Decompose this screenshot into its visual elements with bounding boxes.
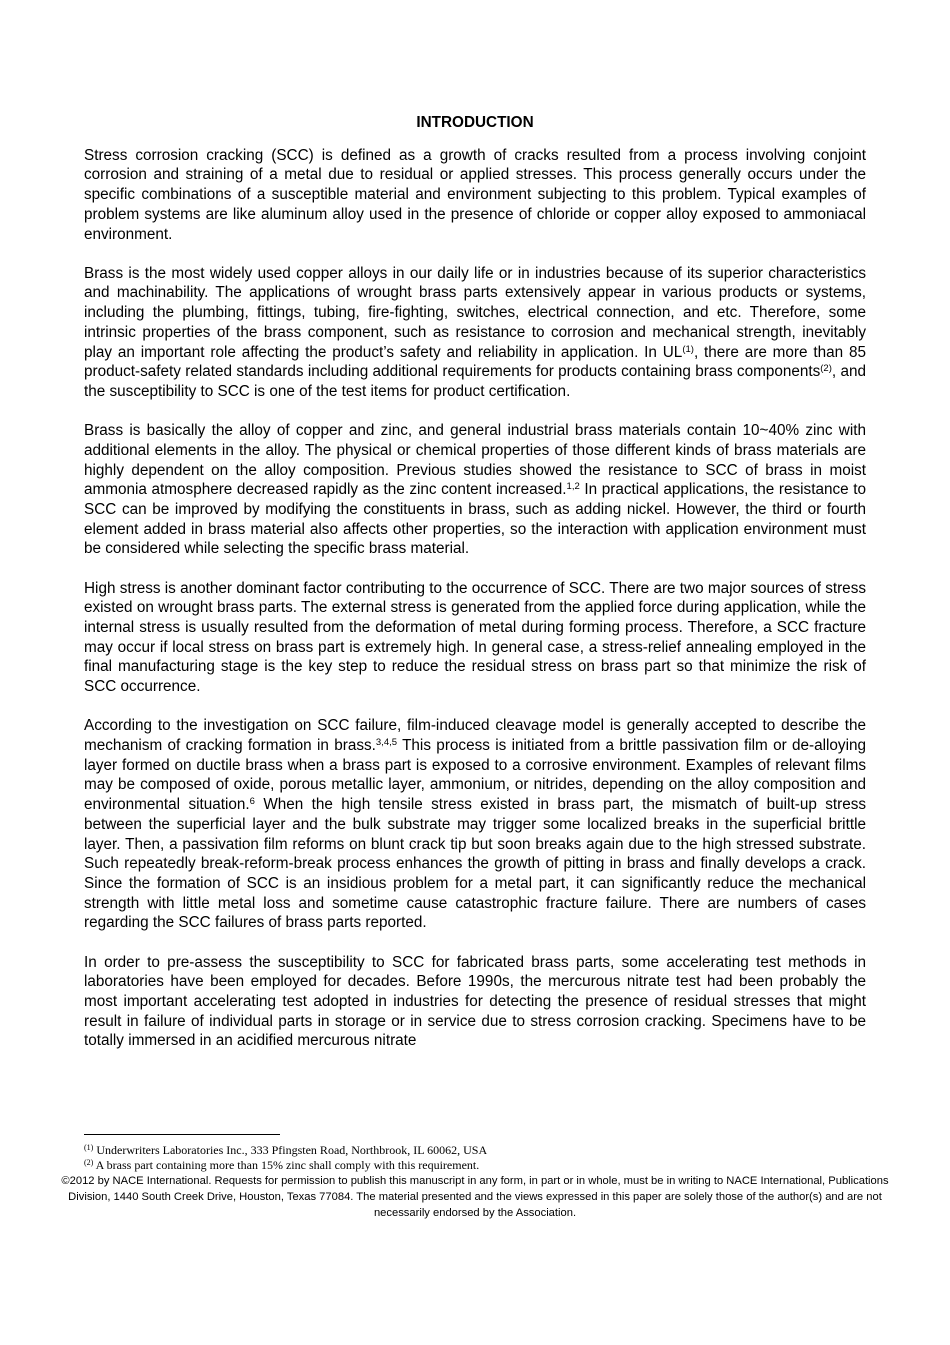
paragraph-text: Brass is basically the alloy of copper and zinc, and general industrial brass materials contain 10~40% zinc with additional elements in the alloy. The physical or chemical properties of those different kinds of brass materials are highly dependent on the alloy composition. Previous studies showed the resistance to SCC of brass in moist ammonia atmosphere decreased rapidly as the zinc content increased. xyxy=(84,422,866,499)
footnote-text: Underwriters Laboratories Inc., 333 Pfingsten Road, Northbrook, IL 60062, USA xyxy=(93,1143,488,1157)
paragraph-1 xyxy=(84,146,866,245)
paragraph-text: Brass is the most widely used copper alloys in our daily life or in industries because of its superior characteristics and machinability. The applications of wrought brass parts extensively appear in various products or systems, including the plumbing, fittings, tubing, fire-fighting, switches, electrical connection, and etc. Therefore, some intrinsic properties of the brass component, such as resistance to corrosion and mechanical strength, inevitably play an important role affecting the product’s safety and reliability in application. In UL xyxy=(84,264,866,361)
section-heading: INTRODUCTION xyxy=(416,114,534,131)
paragraph-5 xyxy=(84,716,866,933)
footnote-mark: (1) xyxy=(84,1143,94,1152)
footnote-text: A brass part containing more than 15% zinc shall comply with this requirement. xyxy=(93,1157,480,1172)
page-body xyxy=(84,113,866,1071)
copyright-notice: ©2012 by NACE International. Requests for permission to publish this manuscript in any form, in part or in whole, must be in writing to NACE International, Publications Division, 1440 South Creek Drive, Houston, Texas 77084. The material presented and the views expressed in this paper are solely those of the author(s) and are not necessarily endorsed by the Association. xyxy=(61,1175,889,1219)
footnotes xyxy=(84,1143,866,1172)
footnote-mark: (2) xyxy=(84,1157,94,1167)
paragraph-text: This process is initiated from a brittle passivation film or de-alloying layer formed on ductile brass when a brass part is exposed to a corrosive environment. Examples of relevant films may be composed of oxide, porous metallic layer, ammonium, or nitrides, depending on the alloy composition and environmental situation. xyxy=(84,736,866,814)
paragraph-2 xyxy=(84,264,866,402)
citation-reference: 6 xyxy=(249,796,255,808)
footnote-1 xyxy=(84,1143,866,1158)
paragraph-4 xyxy=(84,579,866,697)
footnote-reference: (1) xyxy=(682,343,694,355)
paragraph-6 xyxy=(84,953,866,1052)
paragraph-3 xyxy=(84,421,866,559)
paragraph-text: When the high tensile stress existed in brass part, the mismatch of built-up stress between the superficial layer and the bulk substrate may trigger some localized breaks in the superficial brittle layer. Then, a passivation film reforms on blunt crack tip but soon breaks again due to the high stressed substrate. Such repeatedly break-reform-break process enhances the growth of pitting in brass and finally develops a crack. Since the formation of SCC is an insidious problem for a metal part, it can significantly reduce the mechanical strength with little metal loss and sometime cause catastrophic fracture failure. There are numbers of cases regarding the SCC failures of brass parts reported. xyxy=(84,796,866,932)
paragraph-text: , and the susceptibility to SCC is one of the test items for product certification. xyxy=(84,363,866,400)
paragraph-text: Stress corrosion cracking (SCC) is defined as a growth of cracks resulted from a process involving conjoint corrosion and straining of a metal due to residual or applied stresses. This process generally occurs under the specific combinations of a susceptible material and environment subjecting to this problem. Typical examples of problem systems are like aluminum alloy used in the presence of chloride or copper alloy exposed to ammoniacal environment. xyxy=(84,146,866,243)
paragraph-text: According to the investigation on SCC failure, film-induced cleavage model is generally accepted to describe the mechanism of cracking formation in brass. xyxy=(84,717,866,754)
citation-reference: 1,2 xyxy=(566,481,580,493)
paragraph-text: , there are more than 85 product-safety related standards including additional requirements for products containing brass components xyxy=(84,343,866,381)
citation-reference: 3,4,5 xyxy=(375,736,398,748)
footnote-2 xyxy=(84,1158,866,1173)
paragraph-text: In practical applications, the resistance to SCC can be improved by modifying the constituents in brass, such as adding nickel. However, the third or fourth element added in brass material also affects other properties, so the interaction with application environment must be considered while selecting the specific brass material. xyxy=(84,481,866,558)
footnote-reference: (2) xyxy=(820,363,832,375)
paragraph-text: High stress is another dominant factor contributing to the occurrence of SCC. There are two major sources of stress existed on wrought brass parts. The external stress is generated from the applied force during application, while the internal stress is usually resulted from the deformation of metal during forming process. Therefore, a SCC fracture may occur if local stress on brass part is extremely high. In general case, a stress-relief annealing employed in the final manufacturing stage is the key step to reduce the residual stress on brass part so that minimize the risk of SCC occurrence. xyxy=(84,579,866,696)
paragraph-text: In order to pre-assess the susceptibility to SCC for fabricated brass parts, some accelerating test methods in laboratories have been employed for decades. Before 1990s, the mercurous nitrate test had been probably the most important accelerating test adopted in industries for detecting the presence of residual stresses that might result in failure of individual parts in storage or in service due to stress corrosion cracking. Specimens have to be totally immersed in an acidified mercurous nitrate xyxy=(84,953,866,1050)
footnote-divider xyxy=(84,1134,280,1135)
